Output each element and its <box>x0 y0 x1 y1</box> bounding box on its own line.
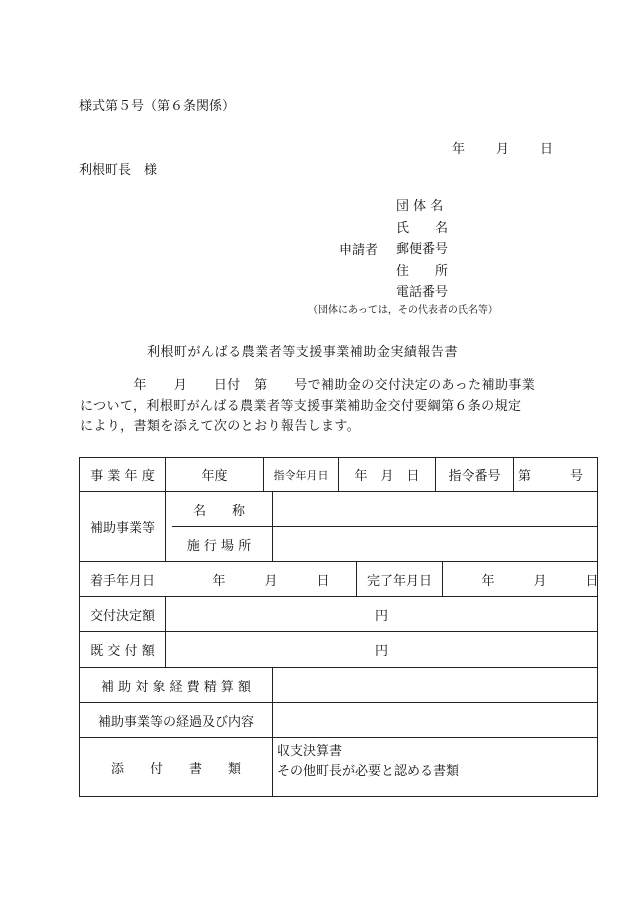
col-line <box>272 667 273 797</box>
postal-label: 郵便番号 <box>396 242 449 257</box>
body-line-3: により，書類を添えて次のとおり報告します。 <box>80 419 361 434</box>
date-month: 月 <box>496 142 510 157</box>
applicant-fields <box>396 196 448 304</box>
paid-amount-label: 既 交 付 額 <box>90 644 155 659</box>
phone-label: 電話番号 <box>396 285 449 300</box>
applicant-label: 申請者 <box>339 243 379 258</box>
order-date-value: 年 月 日 <box>354 469 420 484</box>
fiscal-year-label: 事 業 年 度 <box>90 469 155 484</box>
attachment-item-1: 収支決算書 <box>277 744 343 759</box>
addressee: 利根町長 様 <box>79 163 158 178</box>
grant-decision-label: 交付決定額 <box>89 608 155 624</box>
name-label: 氏 名 <box>396 220 449 236</box>
body-paragraph <box>80 376 560 438</box>
date-day: 日 <box>540 142 554 157</box>
body-line-2: について，利根町がんばる農業者等支援事業補助金交付要綱第６条の規定 <box>80 398 522 414</box>
group-name-label: 団 体 名 <box>396 199 444 214</box>
order-number-label: 指令番号 <box>448 469 501 484</box>
attachment-item-2: その他町長が必要と認める書類 <box>277 764 460 779</box>
address-label: 住 所 <box>396 263 449 279</box>
order-number-suffix: 号 <box>570 469 584 484</box>
expense-settlement-label: 補 助 対 象 経 費 精 算 額 <box>100 679 252 695</box>
project-name-label: 名 称 <box>192 503 245 519</box>
representative-note: （団体にあっては，その代表者の氏名等） <box>308 305 498 316</box>
start-date-label: 着手年月日 <box>89 573 155 589</box>
col-line <box>272 491 273 562</box>
start-date-value: 年 月 日 <box>212 573 330 589</box>
form-number: 様式第５号（第６条関係） <box>79 99 236 114</box>
order-date-label: 指令年月日 <box>273 468 329 482</box>
grant-decision-unit: 円 <box>374 608 388 624</box>
attachments-label: 添 付 書 類 <box>110 761 241 777</box>
document-title: 利根町がんばる農業者等支援事業補助金実績報告書 <box>147 345 458 360</box>
project-place-label: 施 行 場 所 <box>186 538 252 554</box>
end-date-label: 完了年月日 <box>366 573 432 589</box>
project-label: 補助事業等 <box>89 521 155 536</box>
report-table <box>79 457 598 797</box>
order-number-prefix: 第 <box>518 469 532 484</box>
body-line-1: 年 月 日付 第 号で補助金の交付決定のあった補助事業 <box>80 378 536 393</box>
end-date-value: 年 月 日 <box>481 573 599 589</box>
fiscal-year-value: 年度 <box>201 469 228 484</box>
date-year: 年 <box>452 142 466 157</box>
progress-content-label: 補助事業等の経過及び内容 <box>97 714 254 730</box>
paid-amount-unit: 円 <box>374 644 388 659</box>
